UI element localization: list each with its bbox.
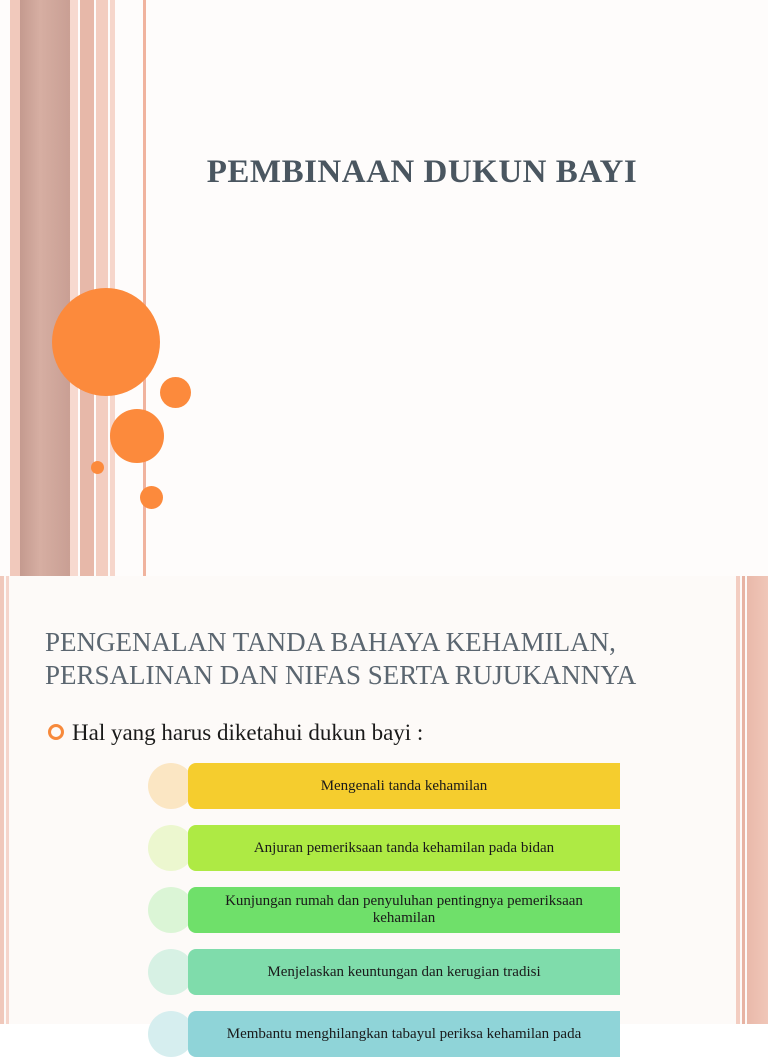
list-item — [148, 949, 622, 995]
decor-circle-tiny — [91, 461, 104, 474]
decor-stripe — [742, 576, 745, 1024]
slide-1-title: PEMBINAAN DUKUN BAYI — [206, 154, 638, 190]
decor-circle-large — [52, 288, 160, 396]
list-item — [148, 1011, 622, 1057]
bullet-item — [48, 720, 423, 746]
list-item — [148, 825, 622, 871]
bullet-circle-icon — [48, 724, 64, 740]
decor-stripe — [80, 0, 94, 576]
decor-circle-medium — [110, 409, 164, 463]
decor-circle-small — [140, 486, 163, 509]
decor-stripe — [20, 0, 70, 576]
decor-stripe — [10, 0, 20, 576]
decor-circle-small — [160, 377, 191, 408]
decor-stripe — [6, 576, 9, 1024]
slide-2-title — [45, 626, 725, 692]
decor-stripe — [747, 576, 768, 1024]
list-item — [148, 887, 622, 933]
list-item — [148, 763, 622, 809]
slide-2 — [0, 576, 768, 1042]
list-item-label: Mengenali tanda kehamilan — [188, 763, 620, 809]
list-item-label: Kunjungan rumah dan penyuluhan pentingnya pemeriksaan kehamilan — [188, 887, 620, 933]
slide-2-title-line-1: PENGENALAN TANDA BAHAYA KEHAMILAN, — [45, 627, 616, 657]
list-item-label: Anjuran pemeriksaan tanda kehamilan pada bidan — [188, 825, 620, 871]
decor-stripe — [70, 0, 78, 576]
slide-2-title-line-2: PERSALINAN DAN NIFAS SERTA RUJUKANNYA — [45, 660, 637, 690]
bullet-text: Hal yang harus diketahui dukun bayi : — [72, 720, 424, 745]
list-item-label: Menjelaskan keuntungan dan kerugian tradisi — [188, 949, 620, 995]
list-item-label: Membantu menghilangkan tabayul periksa kehamilan pada — [188, 1011, 620, 1057]
decor-stripe — [0, 576, 4, 1024]
decor-stripe — [736, 576, 740, 1024]
